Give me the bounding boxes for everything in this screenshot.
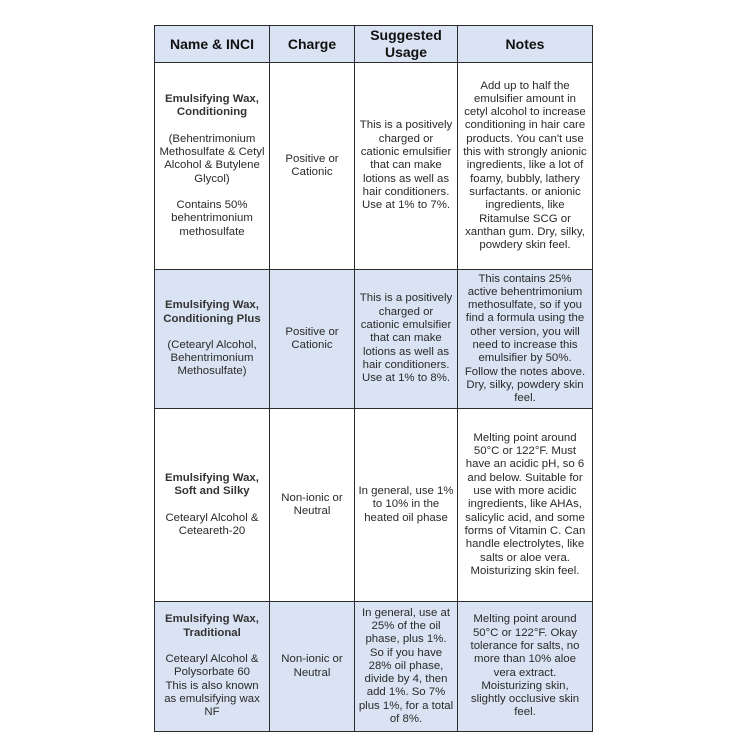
table-row bbox=[155, 270, 593, 409]
header-row bbox=[155, 26, 593, 63]
notes-cell: Melting point around 50°C or 122°F. Must have an acidic pH, so 6 and below. Suitable for use with more acidic ingredients, like AHAs, salicylic acid, and some forms of Vitamin C. Can handle electrolytes, like salts or aloe vera. Moisturizing skin feel. bbox=[458, 409, 593, 602]
notes-cell: This contains 25% active behentrimonium methosulfate, so if you find a formula using the other version, you will need to increase this emulsifier by 50%. Follow the notes above. Dry, silky, powdery skin feel. bbox=[458, 270, 593, 409]
usage-cell: In general, use 1% to 10% in the heated oil phase bbox=[355, 409, 458, 602]
notes-cell: Add up to half the emulsifier amount in cetyl alcohol to increase conditioning in hair care products. You can't use this with strongly anionic ingredients, like a lot of foamy, bubbly, lathery surfactants. or anionic ingredients, like Ritamulse SCG or xanthan gum. Dry, silky, powdery skin feel. bbox=[458, 63, 593, 270]
name-cell bbox=[155, 602, 270, 732]
inci-text: (Cetearyl Alcohol, Behentrimonium Methosulfate) bbox=[167, 338, 257, 378]
extra-note: Contains 50% behentrimonium methosulfate bbox=[171, 198, 253, 238]
product-name: Emulsifying Wax, Soft and Silky bbox=[165, 471, 259, 498]
header-name-inci: Name & INCI bbox=[155, 26, 270, 63]
header-charge: Charge bbox=[270, 26, 355, 63]
emulsifier-table-container bbox=[154, 25, 592, 732]
usage-cell: This is a positively charged or cationic emulsifier that can make lotions as well as hair conditioners. Use at 1% to 8%. bbox=[355, 270, 458, 409]
name-cell bbox=[155, 409, 270, 602]
inci-note: This is also known as emulsifying wax NF bbox=[164, 679, 260, 719]
usage-cell: This is a positively charged or cationic emulsifier that can make lotions as well as hair conditioners. Use at 1% to 7%. bbox=[355, 63, 458, 270]
table-row bbox=[155, 602, 593, 732]
charge-cell: Non-ionic or Neutral bbox=[270, 602, 355, 732]
header-suggested-usage: Suggested Usage bbox=[355, 26, 458, 63]
product-name: Emulsifying Wax, Traditional bbox=[165, 613, 259, 639]
table-row bbox=[155, 63, 593, 270]
table-row bbox=[155, 409, 593, 602]
product-name: Emulsifying Wax, Conditioning Plus bbox=[163, 299, 261, 325]
name-cell bbox=[155, 63, 270, 270]
charge-cell: Positive or Cationic bbox=[270, 270, 355, 409]
header-notes: Notes bbox=[458, 26, 593, 63]
emulsifier-table bbox=[154, 25, 593, 732]
usage-cell: In general, use at 25% of the oil phase, plus 1%. So if you have 28% oil phase, divide by 4, then add 1%. So 7% plus 1%, for a total of 8%. bbox=[355, 602, 458, 732]
inci-text: Cetearyl Alcohol & Polysorbate 60 bbox=[165, 653, 259, 679]
product-name: Emulsifying Wax, Conditioning bbox=[165, 93, 259, 119]
notes-cell: Melting point around 50°C or 122°F. Okay tolerance for salts, no more than 10% aloe vera extract. Moisturizing skin, slightly occlusive skin feel. bbox=[458, 602, 593, 732]
charge-cell: Positive or Cationic bbox=[270, 63, 355, 270]
name-cell bbox=[155, 270, 270, 409]
inci-text: Cetearyl Alcohol & Ceteareth-20 bbox=[165, 511, 259, 537]
inci-text: (Behentrimonium Methosulfate & Cetyl Alcohol & Butylene Glycol) bbox=[159, 132, 265, 185]
charge-cell: Non-ionic or Neutral bbox=[270, 409, 355, 602]
